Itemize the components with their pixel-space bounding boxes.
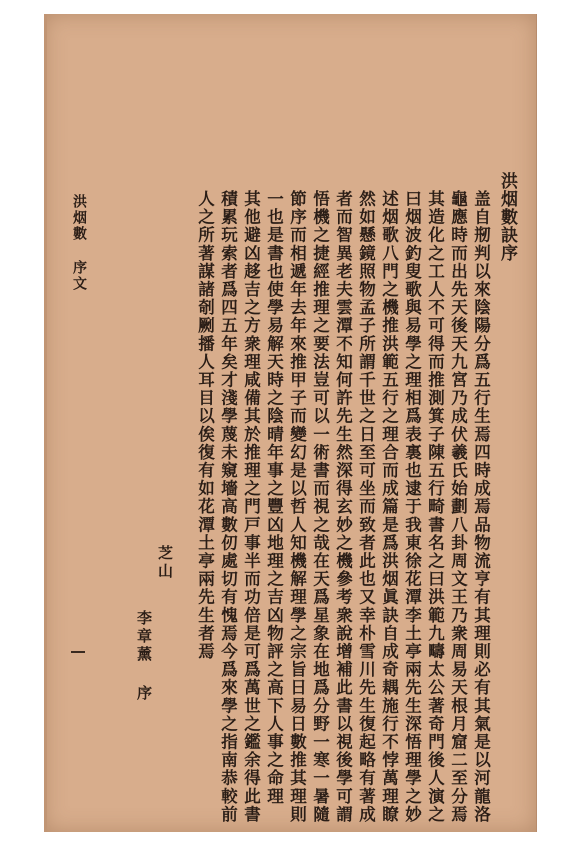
text-column-10: 一也是書也使學易解天時之陰晴年事之豐凶地理之吉凶物評之高下人事之命理: [264, 190, 284, 806]
text-column-4: 曰烟波釣叟歌與易學之理相爲表裏也逮于我東徐花潭李土亭兩先生深悟理學之妙: [402, 190, 422, 824]
page-margin-mark: [71, 651, 85, 653]
text-column-5: 述烟歌八門之機推洪範五行之理合而成篇是爲洪烟眞訣自成奇耦施行不悖萬理瞭: [379, 190, 399, 824]
text-column-11: 其他避凶趍吉之方衆理咸備其於推理之門戸事半而功倍是可爲萬世之鑑余得此書: [241, 190, 261, 824]
preface-title: 洪烟數訣序: [497, 172, 517, 262]
text-column-1: 盖自剏判以來陰陽分爲五行生焉四時成焉品物流亨有其理則必有其氣是以河龍洛: [471, 190, 491, 824]
margin-label: 洪烟數 序文: [71, 194, 87, 292]
text-column-13: 人之所著謀諸剞劂播人耳目以俟復有如花潭土亭兩先生者焉: [195, 190, 215, 661]
text-column-7: 者而智異老夫雲潭不知何許先生然深得玄妙之機參考衆說增補此書以視後學可謂: [333, 190, 353, 824]
signature-author: 李章薰 序: [135, 610, 153, 703]
text-column-9: 節序而相遞年去年來推甲子而變幻是以哲人知機解理學之宗旨日易日數推其理則: [287, 190, 307, 824]
text-column-2: 龜應時而出先天後天九宮乃成伏羲氏始劃八卦周文王乃衆周易天根月窟二至分焉: [448, 190, 468, 824]
text-column-8: 悟機之捷經推理之要法豈可以一術書而視之哉在天爲星象在地爲分野一寒一暑隨: [310, 190, 330, 824]
text-column-3: 其造化之工人不可得而推測箕子陳五行畸書名之曰洪範九疇太公著奇門後人演之: [425, 190, 445, 824]
text-column-12: 積累玩索者爲四五年矣才淺學蔑未窺墻高數仞處切有愧焉今爲來學之指南恭較前: [218, 190, 238, 824]
signature-place: 芝山: [156, 545, 174, 581]
text-column-6: 然如懸鏡照物孟子所謂千世之日至可坐而致者此也又幸朴雪川先生復起略有著成: [356, 190, 376, 824]
page-binding-edge: [44, 14, 47, 832]
